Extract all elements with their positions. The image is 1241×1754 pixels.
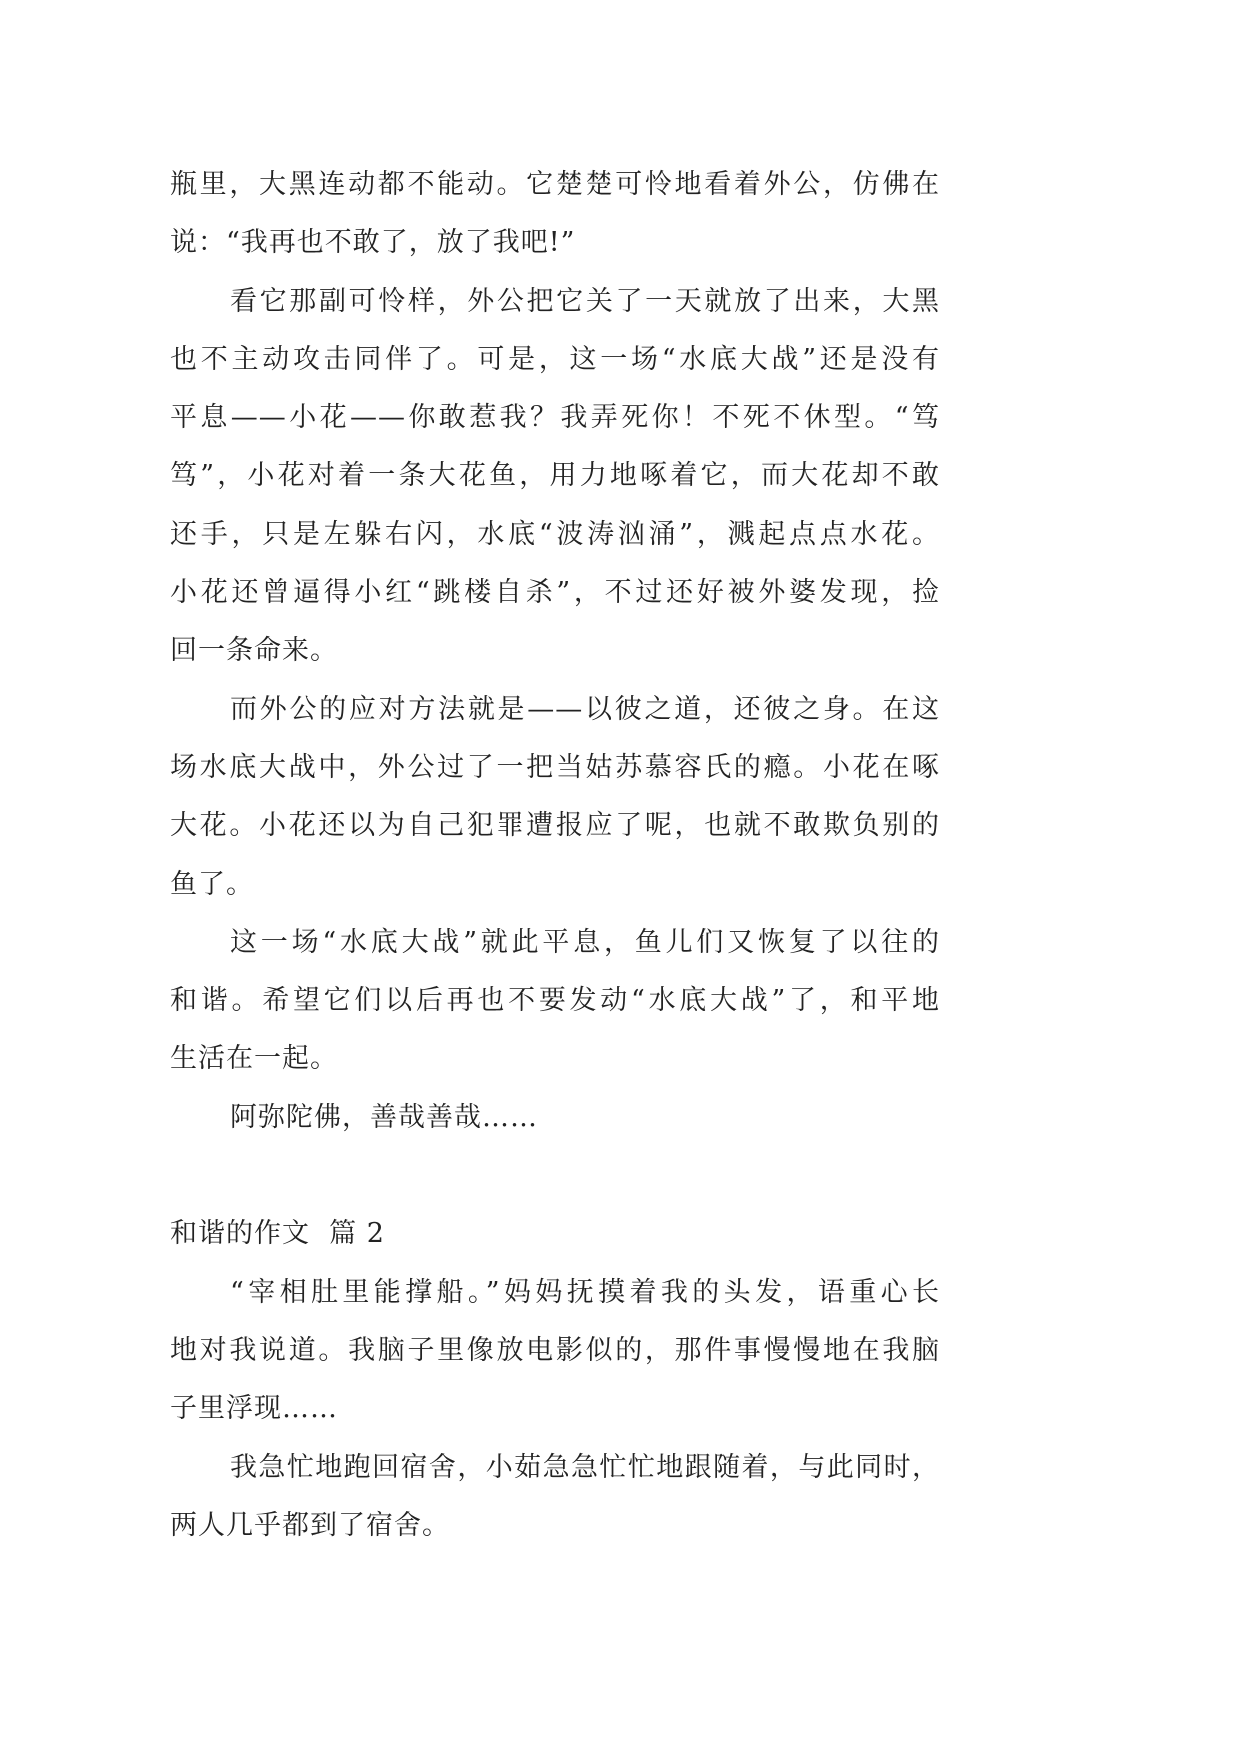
text-line: 这一场“水底大战”就此平息，鱼儿们又恢复了以往的: [230, 926, 940, 958]
text-line: 平息——小花——你敢惹我？我弄死你！不死不休型。“笃: [170, 402, 940, 434]
text-line: 场水底大战中，外公过了一把当姑苏慕容氏的瘾。小花在啄: [170, 751, 940, 783]
paragraph: [170, 1439, 940, 1556]
section-heading: 和谐的作文 篇 2: [170, 1218, 385, 1250]
paragraph: [170, 273, 940, 681]
text-line: 我急忙地跑回宿舍，小茹急急忙忙地跟随着，与此同时，: [230, 1451, 940, 1483]
blank-line: [170, 1147, 940, 1205]
text-line: 回一条命来。: [170, 635, 338, 667]
text-line: 大花。小花还以为自己犯罪遭报应了呢，也就不敢欺负别的: [170, 810, 940, 842]
text-line: 两人几乎都到了宿舍。: [170, 1509, 450, 1541]
paragraph: [170, 681, 940, 914]
text-line: 阿弥陀佛，善哉善哉……: [230, 1101, 538, 1133]
text-line: 鱼了。: [170, 868, 254, 900]
text-line: “宰相肚里能撑船。”妈妈抚摸着我的头发，语重心长: [230, 1276, 940, 1308]
paragraph: [170, 156, 940, 273]
text-line: 还手，只是左躲右闪，水底“波涛汹涌”，溅起点点水花。: [170, 518, 940, 550]
text-line: 子里浮现……: [170, 1393, 338, 1425]
text-line: 和谐。希望它们以后再也不要发动“水底大战”了，和平地: [170, 985, 940, 1017]
text-line: 笃”，小花对着一条大花鱼，用力地啄着它，而大花却不敢: [170, 460, 940, 492]
paragraph: [170, 1264, 940, 1439]
text-line: 生活在一起。: [170, 1043, 338, 1075]
paragraph: [170, 1089, 940, 1147]
text-line: 瓶里，大黑连动都不能动。它楚楚可怜地看着外公，仿佛在: [170, 169, 940, 200]
text-line: 看它那副可怜样，外公把它关了一天就放了出来，大黑: [230, 285, 940, 317]
paragraph: [170, 914, 940, 1089]
text-line: 而外公的应对方法就是——以彼之道，还彼之身。在这: [230, 693, 940, 725]
document-body: [170, 156, 940, 1555]
text-line: 说：“我再也不敢了，放了我吧!”: [170, 227, 576, 259]
text-line: 小花还曾逼得小红“跳楼自杀”，不过还好被外婆发现，捡: [170, 577, 940, 609]
text-line: 地对我说道。我脑子里像放电影似的，那件事慢慢地在我脑: [170, 1334, 940, 1366]
text-line: 也不主动攻击同伴了。可是，这一场“水底大战”还是没有: [170, 343, 940, 375]
